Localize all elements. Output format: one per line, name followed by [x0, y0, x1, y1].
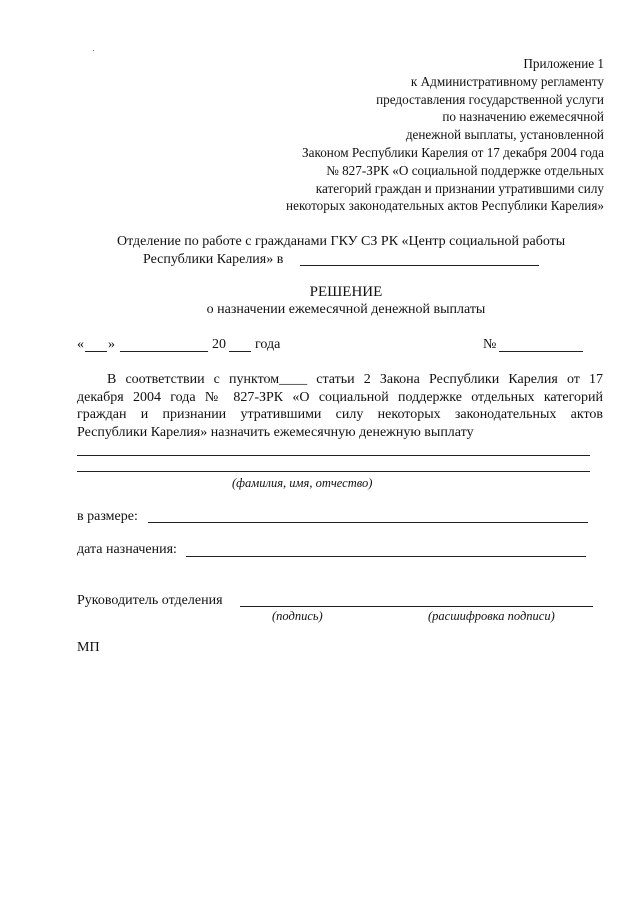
- fio-caption: (фамилия, имя, отчество): [232, 476, 373, 490]
- decision-paragraph: [77, 371, 603, 441]
- header-line: некоторых законодательных актов Республики Карелия»: [286, 198, 604, 214]
- head-label: Руководитель отделения: [77, 593, 223, 608]
- year-prefix: 20: [212, 337, 226, 352]
- paragraph-line: В соответствии с пунктом____ статьи 2 Закона Республики Карелия от 17: [107, 372, 603, 387]
- paragraph-line: декабря 2004 года № 827-ЗРК «О социальной поддержке отдельных категорий: [77, 389, 603, 405]
- header-line: денежной выплаты, установленной: [405, 127, 604, 143]
- fio-field-line-2[interactable]: [77, 471, 590, 472]
- document-subtitle: о назначении ежемесячной денежной выплаты: [206, 302, 486, 317]
- header-line: № 827-ЗРК «О социальной поддержке отдельных: [326, 162, 604, 178]
- date-close-quote: »: [108, 337, 115, 352]
- stamp-place: МП: [77, 640, 100, 655]
- date-open-quote: «: [77, 337, 84, 352]
- amount-label: в размере:: [77, 509, 138, 524]
- signature-field-line[interactable]: [240, 606, 593, 607]
- day-field-line[interactable]: [85, 351, 107, 352]
- number-field-line[interactable]: [499, 351, 583, 352]
- department-line-1: Отделение по работе с гражданами ГКУ СЗ РК «Центр социальной работы: [117, 234, 566, 249]
- signature-caption: (подпись): [272, 609, 323, 623]
- paragraph-line: граждан и признании утратившими силу некоторых законодательных актов: [77, 407, 603, 422]
- year-suffix: года: [255, 337, 281, 352]
- year-field-line[interactable]: [229, 351, 251, 352]
- header-line: Законом Республики Карелия от 17 декабря 2004 года: [302, 144, 604, 160]
- document-title: РЕШЕНИЕ: [309, 284, 383, 300]
- department-field-line[interactable]: [300, 265, 539, 266]
- assignment-date-field-line[interactable]: [186, 556, 586, 557]
- header-line: предоставления государственной услуги: [376, 91, 604, 107]
- header-line: Приложение 1: [523, 56, 604, 71]
- appendix-header: [184, 55, 604, 215]
- header-line: к Административному регламенту: [410, 73, 604, 89]
- month-field-line[interactable]: [120, 351, 208, 352]
- paragraph-line: Республики Карелия» назначить ежемесячную денежную выплату: [77, 424, 474, 440]
- number-label: №: [483, 337, 497, 352]
- header-line: по назначению ежемесячной: [442, 109, 604, 125]
- scan-speck: [93, 50, 94, 51]
- fio-field-line-1[interactable]: [77, 455, 590, 456]
- assignment-date-label: дата назначения:: [77, 542, 177, 557]
- department-line-2: Республики Карелия» в: [143, 252, 284, 267]
- decode-caption: (расшифровка подписи): [428, 609, 555, 623]
- header-line: категорий граждан и признании утратившими силу: [315, 180, 604, 196]
- amount-field-line[interactable]: [148, 522, 588, 523]
